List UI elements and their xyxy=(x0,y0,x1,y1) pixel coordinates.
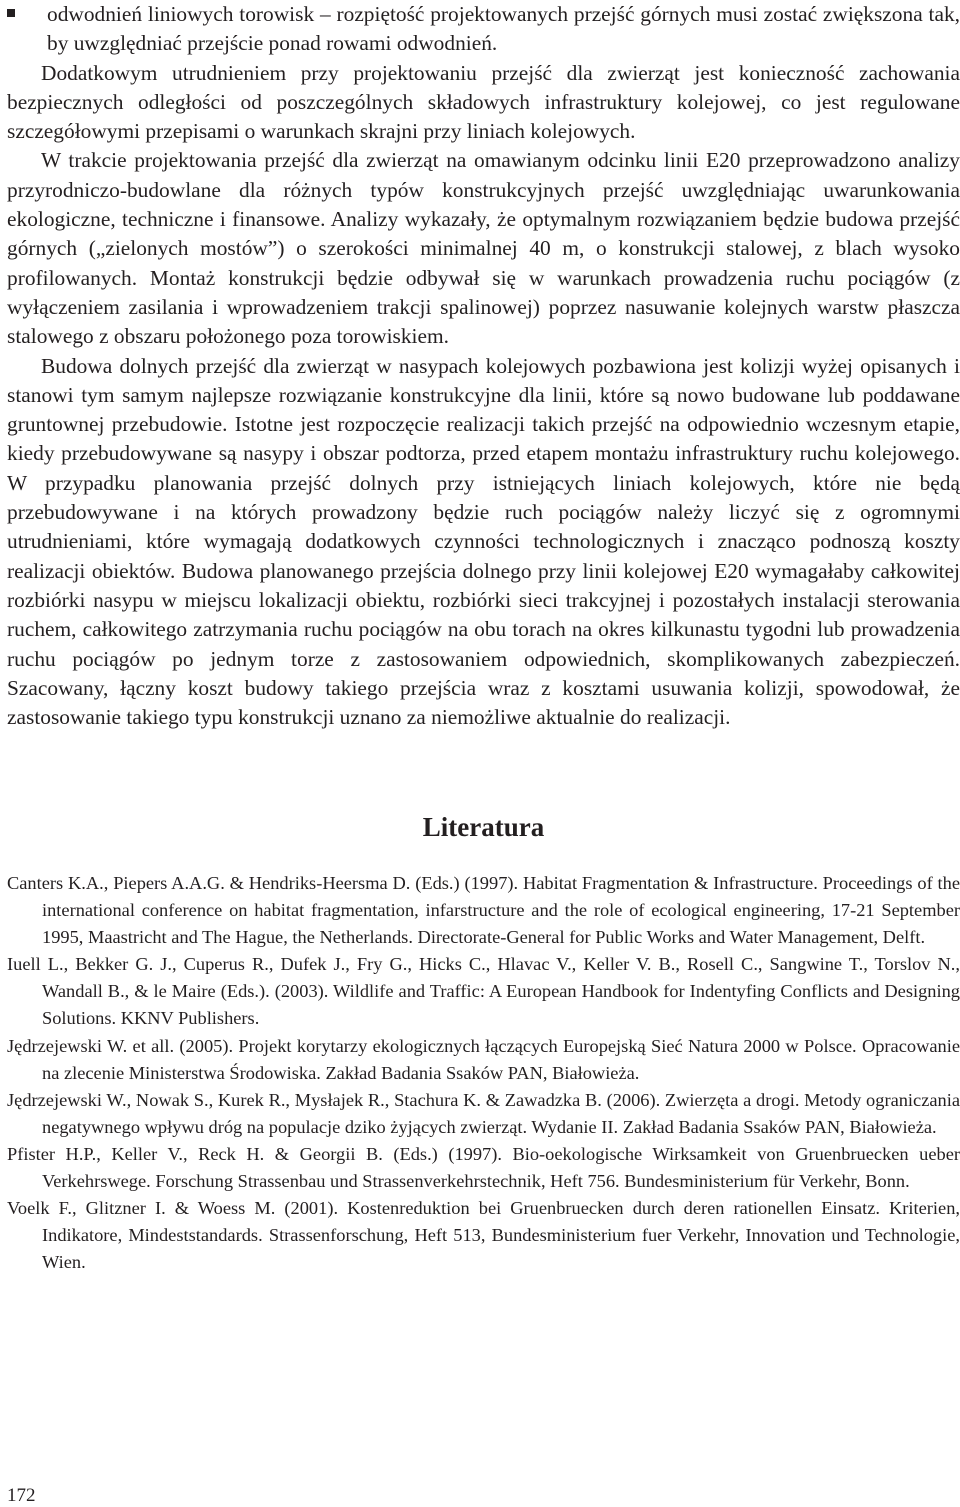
paragraph-clearance: Dodatkowym utrudnieniem przy projektowaniu przejść dla zwierząt jest konieczność zachowania bezpiecznych odległości od poszczególnych składowych infrastruktury kolejowej, co jest regulowane szczegółowymi przepisami o warunkach skrajni przy liniach kolejowych. xyxy=(7,60,960,144)
reference-item: Pfister H.P., Keller V., Reck H. & Georgii B. (Eds.) (1997). Bio-oekologische Wirksamkeit von Gruenbruecken ueber Verkehrswege. Forschung Strassenbau und Strassenverkehrstechnik, Heft 756. Bundesministerium für Verkehr, Bonn. xyxy=(7,1143,960,1192)
document-page xyxy=(7,0,960,1506)
page-number: 172 xyxy=(7,1485,36,1506)
reference-item: Iuell L., Bekker G. J., Cuperus R., Dufek J., Fry G., Hicks C., Hlavac V., Keller V. B., Rosell C., Sangwine T., Torslov N., Wandall B., & le Maire (Eds.). (2003). Wildlife and Traffic: A European Handbook for Indentyfing Conflicts and Designing Solutions. KKNV Publishers. xyxy=(7,954,960,1029)
section-heading: Literatura xyxy=(422,812,545,842)
paragraph-lower-crossings: Budowa dolnych przejść dla zwierząt w nasypach kolejowych pozbawiona jest kolizji wyżej opisanych i stanowi tym samym najlepsze rozwiązanie konstrukcyjne dla linii, które są nowo budowane lub poddawane gruntownej przebudowie. Istotne jest rozpoczęcie realizacji takich przejść na odpowiednio wczesnym etapie, kiedy przebudowywane są nasypy i obszar podtorza, przed etapem montażu infrastruktury ruchu kolejowego. W przypadku planowania przejść dolnych przy istniejących liniach kolejowych, które nie będą przebudowywane i na których prowadzony będzie ruch pociągów należy liczyć się z ogromnymi utrudnieniami, które wymagają dodatkowych czynności technologicznych i znacząco podnoszą koszty realizacji obiektów. Budowa planowanego przejścia dolnego przy linii kolejowej E20 wymagałaby całkowitej rozbiórki nasypu w miejscu lokalizacji obiektu, rozbiórki sieci trakcyjnej i pozostałych instalacji sterowania ruchem, całkowitego zatrzymania ruchu pociągów na obu torach na okres kilkunastu tygodni lub prowadzenia ruchu pociągów po jednym torze z zastosowaniem odpowiednich, skomplikowanych zabezpieczeń. Szacowany, łączny koszt budowy takiego przejścia wraz z kosztami usuwania kolizji, spowodował, że zastosowanie takiego typu konstrukcji uznano za niemożliwe aktualnie do realizacji. xyxy=(7,353,960,730)
bullet-item xyxy=(7,0,960,59)
body-text xyxy=(7,0,960,732)
bullet-text: odwodnień liniowych torowisk – rozpiętość projektowanych przejść górnych musi zostać zwiększona tak, by uwzględniać przejście ponad rowami odwodnień. xyxy=(47,2,960,56)
reference-item: Voelk F., Glitzner I. & Woess M. (2001). Kostenreduktion bei Gruenbruecken durch deren rationellen Einsatz. Kriterien, Indikatore, Mindeststandards. Strassenforschung, Heft 513, Bundesministerium fuer Verkehr, Innovation und Technologie, Wien. xyxy=(7,1198,960,1273)
square-bullet-icon xyxy=(7,9,15,17)
reference-item: Jędrzejewski W. et all. (2005). Projekt korytarzy ekologicznych łączących Europejską Sieć Natura 2000 w Polsce. Opracowanie na zlecenie Ministerstwa Środowiska. Zakład Badania Ssaków PAN, Białowieża. xyxy=(7,1035,960,1083)
reference-item: Canters K.A., Piepers A.A.G. & Hendriks-Heersma D. (Eds.) (1997). Habitat Fragmentation & Infrastructure. Proceedings of the international conference on habitat fragmentation, infarstructure and the role of ecological engineering, 17-21 September 1995, Maastricht and The Hague, the Netherlands. Directorate-General for Public Works and Water Management, Delft. xyxy=(7,873,960,948)
reference-item: Jędrzejewski W., Nowak S., Kurek R., Mysłajek R., Stachura K. & Zawadzka B. (2006). Zwierzęta a drogi. Metody ograniczania negatywnego wpływu dróg na populacje dziko żyjących zwierząt. Wydanie II. Zakład Badania Ssaków PAN, Białowieża. xyxy=(7,1089,960,1137)
reference-list xyxy=(7,870,960,1276)
paragraph-upper-crossings: W trakcie projektowania przejść dla zwierząt na omawianym odcinku linii E20 przeprowadzono analizy przyrodniczo-budowlane dla różnych typów konstrukcyjnych przejść uwzględniając uwarunkowania ekologiczne, techniczne i finansowe. Analizy wykazały, że optymalnym rozwiązaniem będzie budowa przejść górnych („zielonych mostów”) o szerokości minimalnej 40 m, o konstrukcji stalowej, z blach wysoko profilowanych. Montaż konstrukcji będzie odbywał się w warunkach prowadzenia ruchu pociągów (z wyłączeniem zasilania i wprowadzeniem trakcji spalinowej) poprzez nasuwanie kolejnych warstw płaszcza stalowego z obszaru położonego poza torowiskiem. xyxy=(7,148,960,349)
